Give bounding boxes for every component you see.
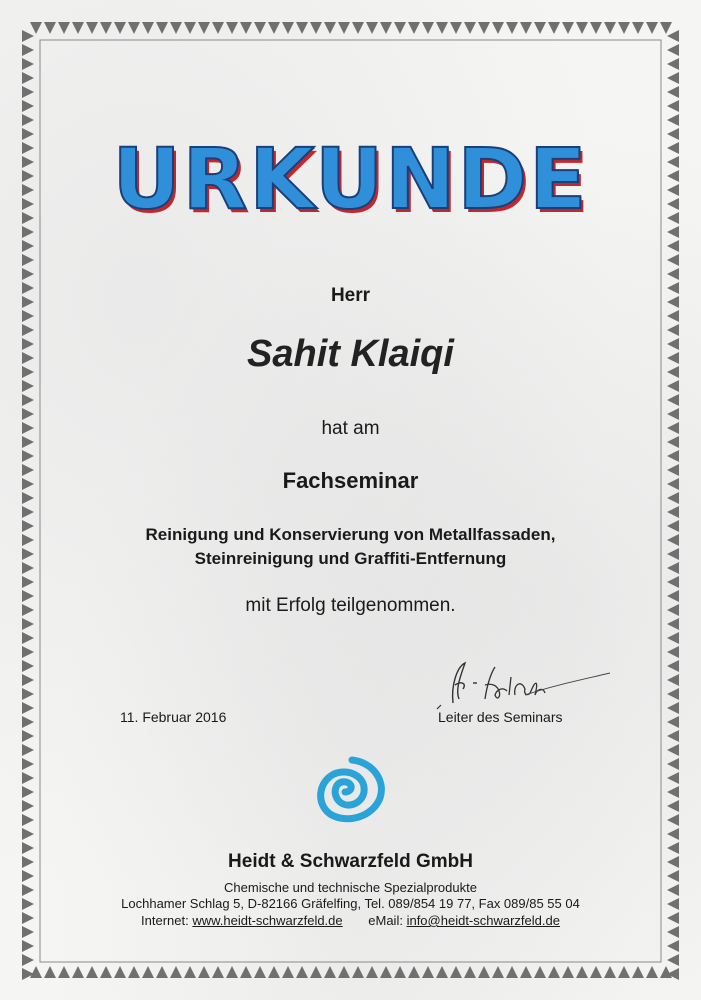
border-tooth bbox=[667, 730, 679, 742]
border-tooth bbox=[618, 966, 630, 978]
border-tooth bbox=[100, 22, 112, 34]
border-tooth bbox=[632, 966, 644, 978]
border-tooth bbox=[667, 240, 679, 252]
border-tooth bbox=[667, 940, 679, 952]
border-tooth bbox=[667, 394, 679, 406]
border-tooth bbox=[667, 786, 679, 798]
border-tooth bbox=[520, 22, 532, 34]
border-tooth bbox=[58, 22, 70, 34]
border-tooth bbox=[296, 22, 308, 34]
border-tooth bbox=[22, 380, 34, 392]
border-tooth bbox=[667, 814, 679, 826]
border-tooth bbox=[646, 966, 658, 978]
border-tooth bbox=[667, 744, 679, 756]
border-tooth bbox=[492, 22, 504, 34]
border-tooth bbox=[667, 674, 679, 686]
event-type: Fachseminar bbox=[282, 468, 419, 493]
border-tooth bbox=[226, 966, 238, 978]
border-tooth bbox=[450, 22, 462, 34]
border-tooth bbox=[156, 22, 168, 34]
border-tooth bbox=[667, 660, 679, 672]
border-tooth bbox=[667, 114, 679, 126]
border-tooth bbox=[324, 22, 336, 34]
border-tooth bbox=[590, 966, 602, 978]
website-link[interactable]: www.heidt-schwarzfeld.de bbox=[192, 913, 343, 928]
border-tooth bbox=[464, 22, 476, 34]
border-tooth bbox=[366, 966, 378, 978]
border-tooth bbox=[268, 22, 280, 34]
border-tooth bbox=[156, 966, 168, 978]
border-tooth bbox=[22, 44, 34, 56]
border-tooth bbox=[576, 966, 588, 978]
border-tooth bbox=[394, 22, 406, 34]
border-tooth bbox=[44, 22, 56, 34]
salutation: Herr bbox=[330, 285, 371, 306]
border-tooth bbox=[22, 86, 34, 98]
border-tooth bbox=[22, 268, 34, 280]
border-tooth bbox=[408, 22, 420, 34]
border-tooth bbox=[324, 966, 336, 978]
border-tooth bbox=[660, 966, 672, 978]
border-tooth bbox=[667, 968, 679, 980]
border-tooth bbox=[22, 30, 34, 42]
border-tooth bbox=[114, 966, 126, 978]
border-tooth bbox=[22, 632, 34, 644]
border-tooth bbox=[548, 966, 560, 978]
preamble-text: hat am bbox=[321, 418, 380, 439]
border-tooth bbox=[142, 22, 154, 34]
border-tooth bbox=[450, 966, 462, 978]
company-address: Lochhamer Schlag 5, D-82166 Gräfelfing, Tel. 089/854 19 77, Fax 089/85 55 04 bbox=[121, 896, 580, 911]
border-tooth bbox=[22, 758, 34, 770]
border-tooth bbox=[22, 828, 34, 840]
border-tooth bbox=[114, 22, 126, 34]
border-tooth bbox=[667, 100, 679, 112]
seminar-topic-line-2: Steinreinigung und Graffiti-Entfernung bbox=[194, 549, 507, 568]
result-text: mit Erfolg teilgenommen. bbox=[245, 595, 456, 616]
border-tooth bbox=[338, 966, 350, 978]
border-tooth bbox=[22, 576, 34, 588]
border-tooth bbox=[30, 22, 42, 34]
border-tooth bbox=[352, 966, 364, 978]
border-tooth bbox=[128, 966, 140, 978]
border-tooth bbox=[268, 966, 280, 978]
border-tooth bbox=[44, 966, 56, 978]
border-tooth bbox=[380, 966, 392, 978]
border-tooth bbox=[22, 394, 34, 406]
border-tooth bbox=[212, 966, 224, 978]
border-tooth bbox=[22, 730, 34, 742]
border-tooth bbox=[100, 966, 112, 978]
border-tooth bbox=[240, 966, 252, 978]
border-tooth bbox=[338, 22, 350, 34]
border-tooth bbox=[478, 22, 490, 34]
border-tooth bbox=[22, 72, 34, 84]
border-tooth bbox=[72, 966, 84, 978]
border-tooth bbox=[22, 646, 34, 658]
border-tooth bbox=[282, 22, 294, 34]
border-tooth bbox=[646, 22, 658, 34]
border-tooth bbox=[667, 254, 679, 266]
border-tooth bbox=[422, 22, 434, 34]
border-tooth bbox=[22, 814, 34, 826]
issue-date: 11. Februar 2016 bbox=[120, 709, 227, 725]
border-tooth bbox=[667, 268, 679, 280]
border-tooth bbox=[22, 310, 34, 322]
border-tooth bbox=[667, 772, 679, 784]
border-tooth bbox=[667, 310, 679, 322]
border-tooth bbox=[667, 380, 679, 392]
border-tooth bbox=[478, 966, 490, 978]
border-tooth bbox=[548, 22, 560, 34]
border-tooth bbox=[22, 954, 34, 966]
border-tooth bbox=[296, 966, 308, 978]
border-tooth bbox=[184, 22, 196, 34]
border-tooth bbox=[254, 22, 266, 34]
border-tooth bbox=[576, 22, 588, 34]
border-tooth bbox=[394, 966, 406, 978]
border-tooth bbox=[660, 22, 672, 34]
border-tooth bbox=[22, 674, 34, 686]
border-tooth bbox=[22, 58, 34, 70]
border-tooth bbox=[22, 240, 34, 252]
border-tooth bbox=[170, 966, 182, 978]
border-tooth bbox=[198, 22, 210, 34]
border-tooth bbox=[240, 22, 252, 34]
border-tooth bbox=[492, 966, 504, 978]
border-tooth bbox=[667, 688, 679, 700]
border-tooth bbox=[667, 44, 679, 56]
border-tooth bbox=[226, 22, 238, 34]
border-tooth bbox=[22, 618, 34, 630]
border-tooth bbox=[128, 22, 140, 34]
border-tooth bbox=[632, 22, 644, 34]
border-tooth bbox=[604, 966, 616, 978]
border-tooth bbox=[366, 22, 378, 34]
border-tooth bbox=[142, 966, 154, 978]
certificate-title: URKUNDE bbox=[112, 130, 589, 228]
border-tooth bbox=[534, 22, 546, 34]
border-tooth bbox=[212, 22, 224, 34]
border-tooth bbox=[436, 966, 448, 978]
border-tooth bbox=[667, 800, 679, 812]
border-tooth bbox=[22, 744, 34, 756]
border-tooth bbox=[506, 966, 518, 978]
border-tooth bbox=[352, 22, 364, 34]
border-tooth bbox=[534, 966, 546, 978]
border-tooth bbox=[22, 506, 34, 518]
border-tooth bbox=[618, 22, 630, 34]
border-tooth bbox=[58, 966, 70, 978]
company-subtitle: Chemische und technische Spezialprodukte bbox=[224, 880, 477, 895]
recipient-name: Sahit Klaiqi bbox=[247, 333, 454, 375]
border-tooth bbox=[562, 22, 574, 34]
signature-icon bbox=[425, 655, 615, 715]
border-tooth bbox=[22, 716, 34, 728]
company-contact bbox=[0, 913, 701, 928]
border-tooth bbox=[22, 450, 34, 462]
border-tooth bbox=[667, 646, 679, 658]
border-tooth bbox=[22, 800, 34, 812]
border-tooth bbox=[436, 22, 448, 34]
border-tooth bbox=[667, 954, 679, 966]
border-tooth bbox=[282, 966, 294, 978]
border-tooth bbox=[667, 702, 679, 714]
email-link[interactable]: info@heidt-schwarzfeld.de bbox=[406, 913, 560, 928]
border-tooth bbox=[380, 22, 392, 34]
border-tooth bbox=[30, 966, 42, 978]
spiral-logo-icon bbox=[300, 752, 390, 832]
internet-label: Internet: bbox=[141, 913, 189, 928]
border-tooth bbox=[184, 966, 196, 978]
company-name: Heidt & Schwarzfeld GmbH bbox=[228, 851, 473, 872]
border-tooth bbox=[86, 22, 98, 34]
border-tooth bbox=[254, 966, 266, 978]
border-tooth bbox=[72, 22, 84, 34]
seminar-topic bbox=[0, 523, 701, 571]
border-tooth bbox=[667, 758, 679, 770]
border-tooth bbox=[408, 966, 420, 978]
border-tooth bbox=[667, 58, 679, 70]
border-tooth bbox=[520, 966, 532, 978]
border-tooth bbox=[310, 22, 322, 34]
border-tooth bbox=[22, 660, 34, 672]
border-tooth bbox=[22, 786, 34, 798]
email-label: eMail: bbox=[368, 913, 403, 928]
border-tooth bbox=[310, 966, 322, 978]
border-tooth bbox=[22, 100, 34, 112]
border-tooth bbox=[22, 688, 34, 700]
border-tooth bbox=[170, 22, 182, 34]
border-tooth bbox=[667, 576, 679, 588]
border-tooth bbox=[464, 966, 476, 978]
border-tooth bbox=[667, 632, 679, 644]
border-tooth bbox=[422, 966, 434, 978]
border-tooth bbox=[22, 254, 34, 266]
border-tooth bbox=[22, 772, 34, 784]
border-tooth bbox=[198, 966, 210, 978]
border-tooth bbox=[506, 22, 518, 34]
border-tooth bbox=[667, 506, 679, 518]
border-tooth bbox=[22, 940, 34, 952]
border-tooth bbox=[604, 22, 616, 34]
border-tooth bbox=[667, 72, 679, 84]
border-tooth bbox=[562, 966, 574, 978]
border-tooth bbox=[667, 618, 679, 630]
border-tooth bbox=[22, 702, 34, 714]
border-tooth bbox=[667, 30, 679, 42]
border-tooth bbox=[667, 86, 679, 98]
border-tooth bbox=[590, 22, 602, 34]
border-tooth bbox=[667, 716, 679, 728]
seminar-topic-line-1: Reinigung und Konservierung von Metallfassaden, bbox=[145, 525, 556, 544]
border-tooth bbox=[667, 828, 679, 840]
border-tooth bbox=[667, 450, 679, 462]
border-tooth bbox=[22, 968, 34, 980]
border-tooth bbox=[86, 966, 98, 978]
border-tooth bbox=[22, 114, 34, 126]
signatory-role: Leiter des Seminars bbox=[438, 709, 563, 725]
